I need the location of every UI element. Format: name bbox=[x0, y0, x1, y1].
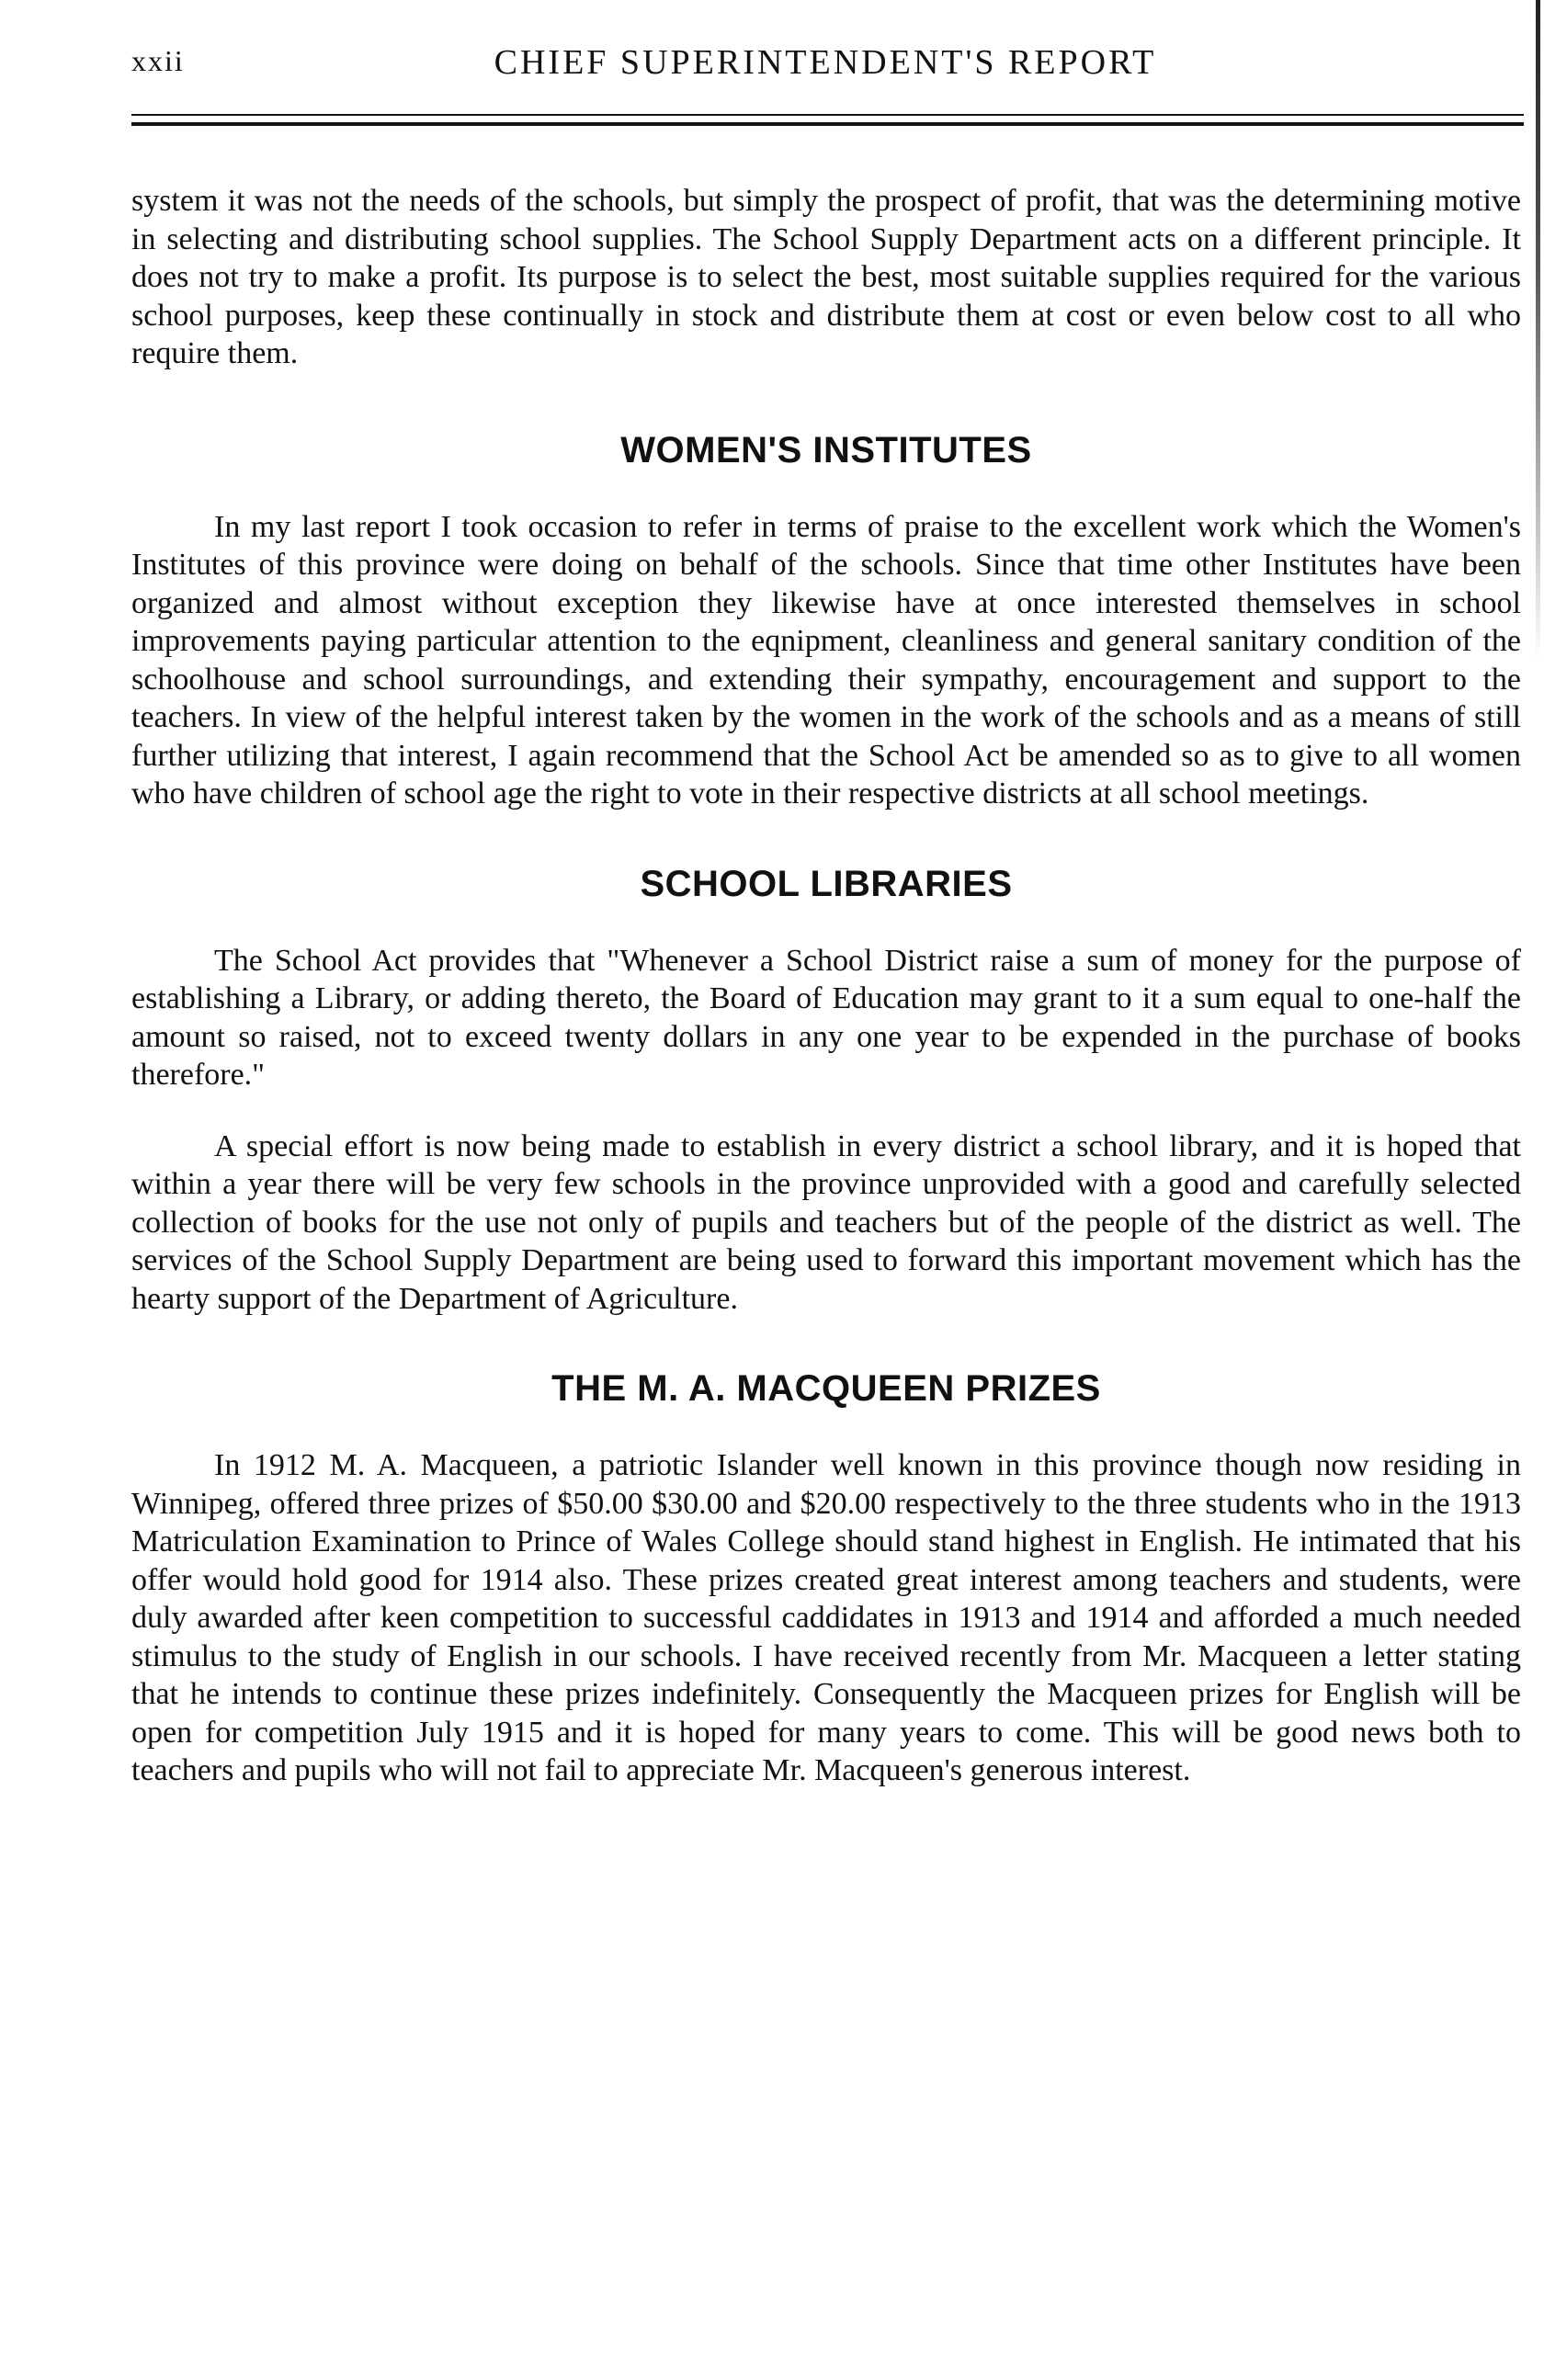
macqueen-prizes-paragraph: In 1912 M. A. Macqueen, a patriotic Islander well known in this province though now residing in Winnipeg, offered three prizes of $50.00 $30.00 and $20.00 respectively to the three students who in the 1913 Matriculation Examination to Prince of Wales College should stand highest in English. He intimated that his offer would hold good for 1914 also. These prizes created great interest among teachers and students, were duly awarded after keen competition to successful caddidates in 1913 and 1914 and afforded a much needed stimulus to the study of English in our schools. I have received recently from Mr. Macqueen a letter stating that he intends to continue these prizes indefinitely. Consequently the Macqueen prizes for English will be open for competition July 1915 and it is hoped for many years to come. This will be good news both to teachers and pupils who will not fail to appreciate Mr. Macqueen's generous interest. bbox=[131, 1448, 1521, 1787]
page-number: xxii bbox=[131, 44, 185, 77]
page-edge-shadow bbox=[1536, 0, 1540, 662]
paragraph-gap bbox=[131, 1094, 1521, 1128]
school-libraries-heading: SCHOOL LIBRARIES bbox=[640, 863, 1013, 904]
womens-institutes-paragraph: In my last report I took occasion to refer in terms of praise to the excellent work which the Women's Institutes of this province were doing on behalf of the schools. Since that time other Institutes have been organized and almost without exception they likewise have at once interested themselves in school improvements paying particular attention to the eqnipment, cleanliness and general sanitary condition of the schoolhouse and school surroundings, and extending their sympathy, encouragement and support to the teachers. In view of the helpful interest taken by the women in the work of the schools and as a means of still further utilizing that interest, I again recommend that the School Act be amended so as to give to all women who have children of school age the right to vote in their respective districts at all school meetings. bbox=[131, 509, 1521, 810]
macqueen-prizes-heading: THE M. A. MACQUEEN PRIZES bbox=[551, 1368, 1101, 1409]
running-title: CHIEF SUPERINTENDENT'S REPORT bbox=[494, 43, 1157, 82]
page-body bbox=[131, 182, 1521, 1790]
school-libraries-paragraph-2: A special effort is now being made to establish in every district a school library, and it is hoped that within a year there will be very few schools in the province unprovided with a good and carefully selected collection of books for the use not only of pupils and teachers but of the people of the district as well. The services of the School Supply Department are being used to forward this important movement which has the hearty support of the Department of Agriculture. bbox=[131, 1128, 1521, 1316]
page-header bbox=[131, 35, 1519, 90]
school-libraries-paragraph-1: The School Act provides that "Whenever a School District raise a sum of money for the purpose of establishing a Library, or adding thereto, the Board of Education may grant to it a sum equal to one-half the amount so raised, not to exceed twenty dollars in any one year to be expended in the purchase of books therefore." bbox=[131, 943, 1521, 1092]
womens-institutes-heading: WOMEN'S INSTITUTES bbox=[620, 429, 1032, 470]
intro-paragraph: system it was not the needs of the schools, but simply the prospect of profit, that was the determining motive in selecting and distributing school supplies. The School Supply Department acts on a different principle. It does not try to make a profit. Its purpose is to select the best, most suitable supplies required for the various school purposes, keep these continually in stock and distribute them at cost or even below cost to all who require them. bbox=[131, 184, 1521, 370]
header-rule-thin bbox=[131, 114, 1524, 116]
header-rule-thick bbox=[131, 122, 1524, 126]
